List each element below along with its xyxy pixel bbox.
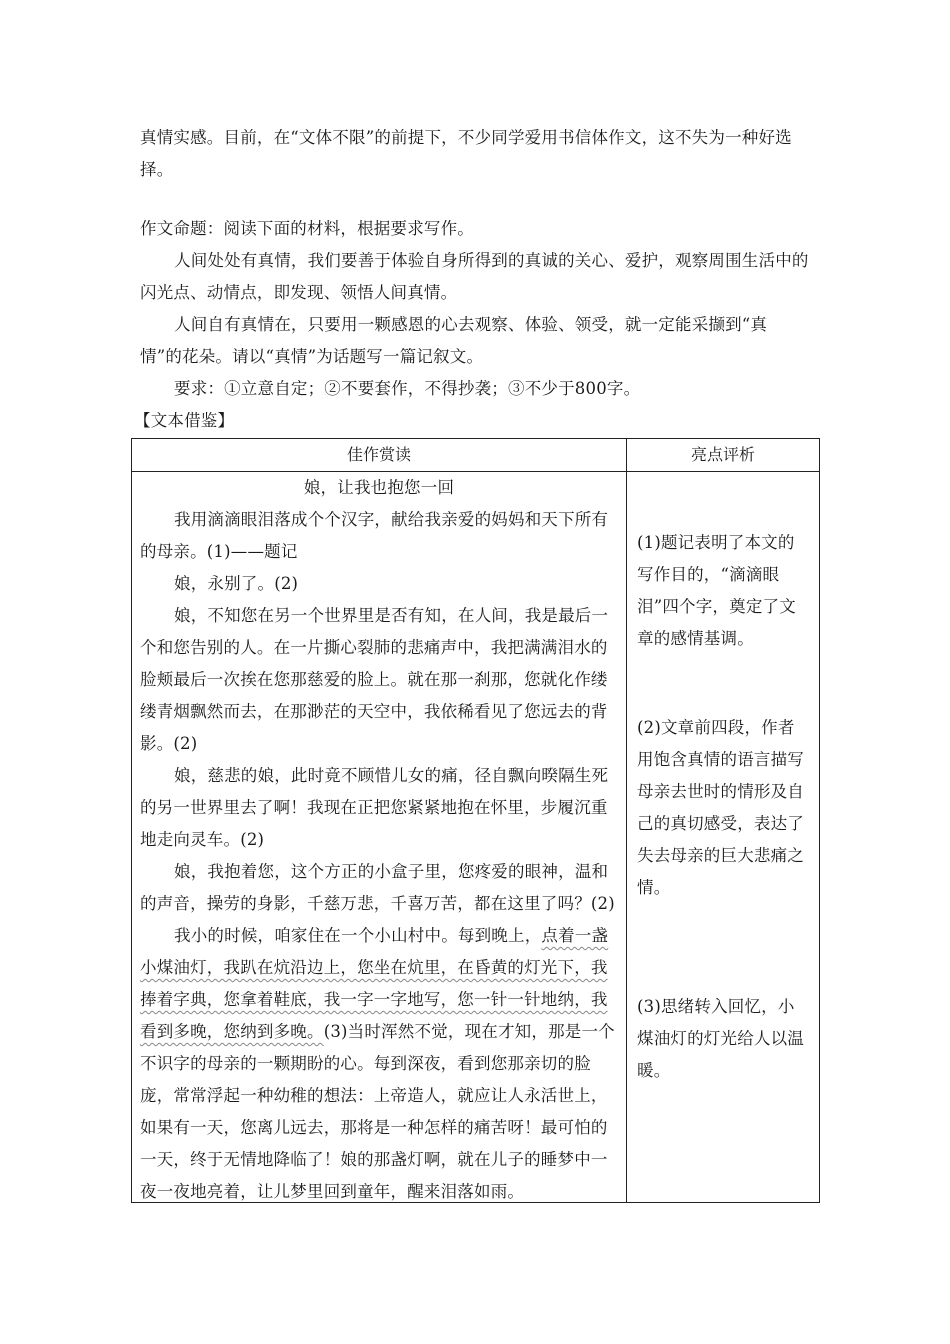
highlighted-text: 看到多晚，您纳到多晚。 [140, 1022, 324, 1041]
highlighted-text: 点着一盏 [541, 926, 609, 945]
notes-cell [627, 472, 820, 1203]
essay-line [140, 1016, 615, 1048]
column-header-notes: 亮点评析 [627, 439, 820, 472]
table-row [132, 472, 820, 1203]
prompt-paragraph: 情”的花朵。请以“真情”为话题写一篇记叙文。 [140, 347, 484, 366]
note-line: (1)题记表明了本文的 [637, 533, 795, 552]
essay-line: 夜一夜地亮着，让儿梦里回到童年，醒来泪落如雨。 [140, 1182, 525, 1201]
note-line: 失去母亲的巨大悲痛之 [637, 846, 804, 865]
note-line: 暖。 [637, 1061, 671, 1080]
review-table [131, 438, 820, 1203]
prompt-paragraph: 人间处处有真情，我们要善于体验自身所得到的真诚的关心、爱护，观察周围生活中的 [174, 251, 809, 270]
essay-line: 缕青烟飘然而去，在那渺茫的天空中，我依稀看见了您远去的背 [140, 702, 608, 721]
essay-line: 的母亲。(1)——题记 [140, 542, 298, 561]
essay-text: (3)当时浑然不觉，现在才知，那是一个 [323, 1022, 615, 1041]
intro-line: 择。 [140, 160, 174, 179]
essay-line: 娘，我抱着您，这个方正的小盒子里，您疼爱的眼神，温和 [174, 862, 609, 881]
note-line: 泪”四个字，奠定了文 [637, 597, 796, 616]
highlighted-text: 捧着字典，您拿着鞋底，我一字一字地写，您一针一针地纳，我 [140, 990, 608, 1009]
section-label: 【文本借鉴】 [134, 411, 235, 430]
essay-text: 我小的时候，咱家住在一个小山村中。每到晚上， [174, 926, 542, 945]
essay-cell [132, 472, 627, 1203]
note-line: 写作目的，“滴滴眼 [637, 565, 780, 584]
essay-line: 的声音，操劳的身影，千慈万悲，千喜万苦，都在这里了吗？(2) [140, 894, 615, 913]
essay-line: 脸颊最后一次挨在您那慈爱的脸上。就在那一刹那，您就化作缕 [140, 670, 608, 689]
essay-line: 地走向灵车。(2) [140, 830, 265, 849]
essay-line: 不识字的母亲的一颗期盼的心。每到深夜，看到您那亲切的脸 [140, 1054, 591, 1073]
table-header-row [132, 439, 820, 472]
prompt-requirement: 要求：①立意自定；②不要套作，不得抄袭；③不少于800字。 [174, 379, 641, 398]
note-line: 己的真切感受，表达了 [637, 814, 804, 833]
note-line: 母亲去世时的情形及自 [637, 782, 804, 801]
essay-line: 如果有一天，您离儿远去，那将是一种怎样的痛苦呀！最可怕的 [140, 1118, 608, 1137]
intro-line: 真情实感。目前，在“文体不限”的前提下，不少同学爱用书信体作文，这不失为一种好选 [140, 128, 792, 147]
prompt-paragraph: 闪光点、动情点，即发现、领悟人间真情。 [140, 283, 458, 302]
column-header-essay: 佳作赏读 [132, 439, 627, 472]
prompt-heading: 作文命题：阅读下面的材料，根据要求写作。 [140, 219, 474, 238]
essay-line: 娘，不知您在另一个世界里是否有知，在人间，我是最后一 [174, 606, 609, 625]
highlighted-text: 小煤油灯，我趴在炕沿边上，您坐在炕里，在昏黄的灯光下，我 [140, 958, 608, 977]
note-line: 章的感情基调。 [637, 629, 754, 648]
essay-line: 娘，慈悲的娘，此时竟不顾惜儿女的痛，径自飘向暌隔生死 [174, 766, 609, 785]
essay-line [174, 920, 608, 952]
essay-line: 影。(2) [140, 734, 198, 753]
note-line: (3)思绪转入回忆，小 [637, 997, 795, 1016]
essay-line: 一天，终于无情地降临了！娘的那盏灯啊，就在儿子的睡梦中一 [140, 1150, 608, 1169]
essay-line: 我用滴滴眼泪落成个个汉字，献给我亲爱的妈妈和天下所有 [174, 510, 609, 529]
essay-line: 庞，常常浮起一种幼稚的想法：上帝造人，就应让人永活世上， [140, 1086, 608, 1105]
essay-line: 娘，永别了。(2) [174, 574, 299, 593]
note-line: 情。 [637, 878, 671, 897]
note-line: (2)文章前四段，作者 [637, 718, 795, 737]
note-line: 煤油灯的灯光给人以温 [637, 1029, 804, 1048]
note-line: 用饱含真情的语言描写 [637, 750, 804, 769]
essay-line: 的另一世界里去了啊！我现在正把您紧紧地抱在怀里，步履沉重 [140, 798, 608, 817]
essay-line: 个和您告别的人。在一片撕心裂肺的悲痛声中，我把满满泪水的 [140, 638, 608, 657]
essay-title: 娘，让我也抱您一回 [303, 478, 455, 497]
prompt-paragraph: 人间自有真情在，只要用一颗感恩的心去观察、体验、领受，就一定能采撷到“真 [174, 315, 768, 334]
